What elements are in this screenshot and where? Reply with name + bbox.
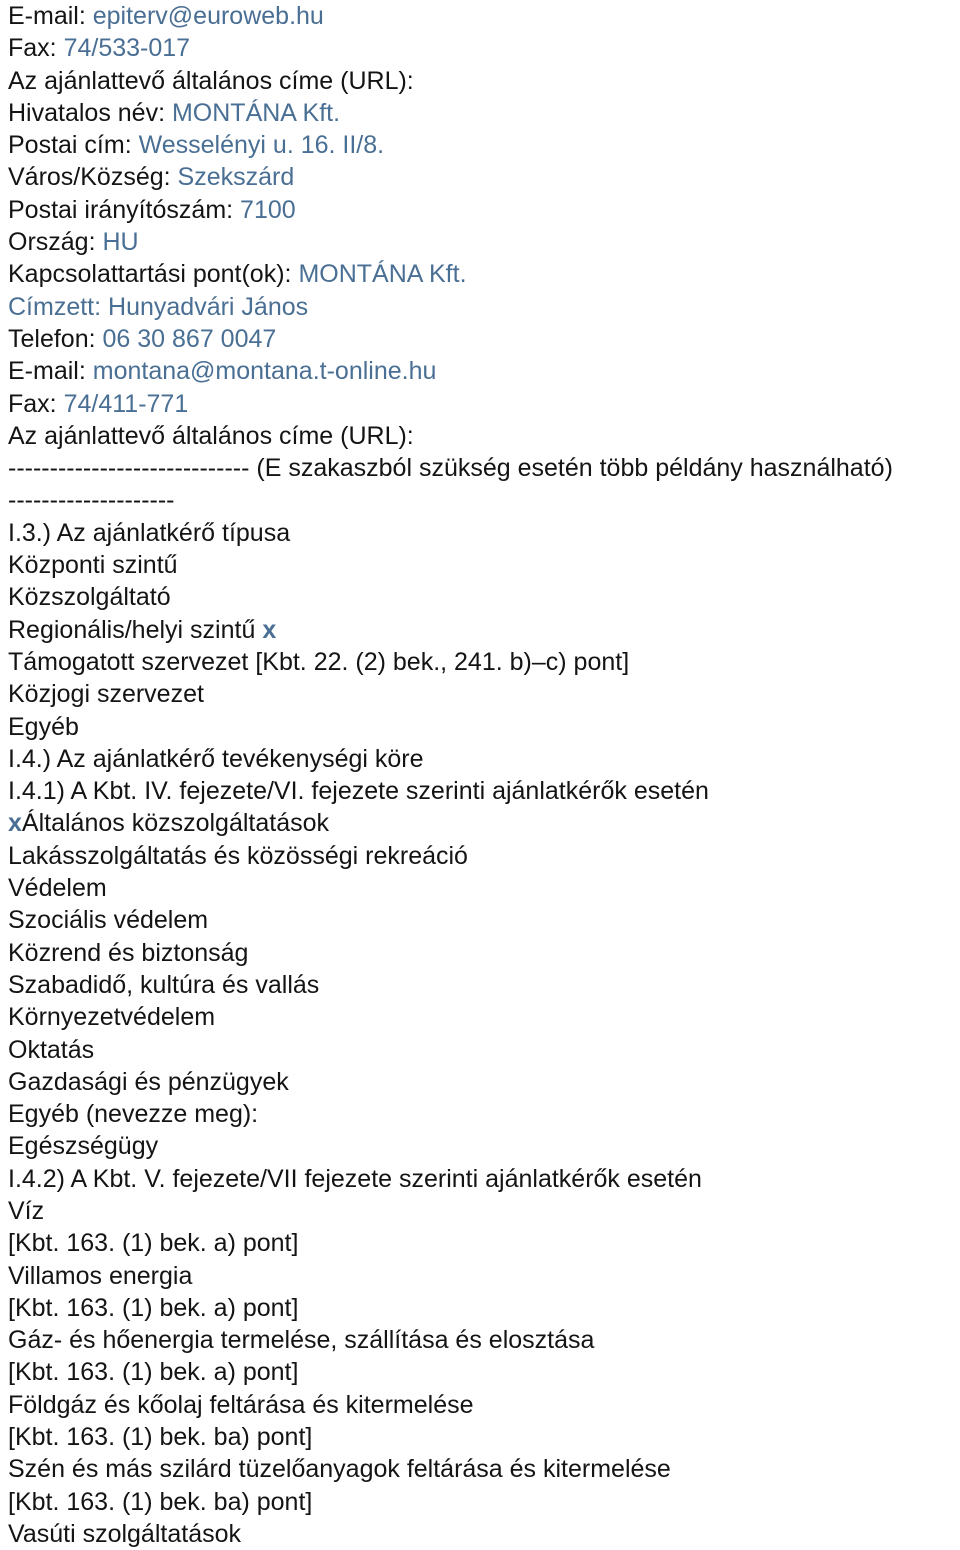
authority-type-item: Központi szintű: [8, 551, 178, 580]
official-name-label: Hivatalos név:: [8, 98, 166, 127]
utility-legal-ref: [Kbt. 163. (1) bek. a) pont]: [8, 1229, 299, 1258]
section-i4-heading: I.4.) Az ajánlatkérő tevékenységi köre: [8, 744, 424, 773]
contact-point-label: Kapcsolattartási pont(ok):: [8, 260, 292, 289]
activity-item: Egészségügy: [8, 1132, 159, 1161]
contact-point-value: MONTÁNA Kft.: [298, 260, 467, 289]
section-i41-heading: I.4.1) A Kbt. IV. fejezete/VI. fejezete szerinti ajánlatkérők esetén: [8, 777, 709, 806]
fax-line-2: [8, 388, 958, 420]
activity-item: Szociális védelem: [8, 906, 209, 935]
fax-line: [8, 32, 958, 64]
activity-item: Környezetvédelem: [8, 1003, 216, 1032]
contact-point-line: [8, 258, 958, 290]
fax-value: 74/533-017: [63, 34, 191, 63]
email-value-2: montana@montana.t-online.hu: [92, 357, 437, 386]
fax-label: Fax:: [8, 34, 57, 63]
activity-item: Gazdasági és pénzügyek: [8, 1067, 289, 1096]
official-name-line: [8, 97, 958, 129]
postal-address-line: [8, 129, 958, 161]
fax-value-2: 74/411-771: [63, 389, 189, 418]
postal-address-value: Wesselényi u. 16. II/8.: [138, 131, 385, 160]
email-value: epiterv@euroweb.hu: [92, 2, 324, 30]
authority-type-item: Támogatott szervezet [Kbt. 22. (2) bek., 241. b)–c) pont]: [8, 647, 630, 676]
authority-type-item: Egyéb: [8, 712, 79, 741]
utility-item: Földgáz és kőolaj feltárása és kitermelése: [8, 1390, 474, 1419]
addressee-value: Hunyadvári János: [108, 292, 309, 321]
separator-note: (E szakaszból szükség esetén több példány használható): [256, 454, 893, 483]
postal-address-label: Postai cím:: [8, 131, 132, 160]
utility-legal-ref: [Kbt. 163. (1) bek. ba) pont]: [8, 1423, 313, 1452]
selected-x-mark: x: [262, 615, 277, 644]
phone-label: Telefon:: [8, 324, 96, 353]
authority-type-label: Regionális/helyi szintű: [8, 615, 256, 644]
utility-item: Gáz- és hőenergia termelése, szállítása és elosztása: [8, 1326, 595, 1355]
activity-item: Lakásszolgáltatás és közösségi rekreáció: [8, 841, 468, 870]
email-label-2: E-mail:: [8, 357, 86, 386]
activity-item: Szabadidő, kultúra és vallás: [8, 970, 320, 999]
activity-item: Oktatás: [8, 1035, 95, 1064]
phone-line: [8, 323, 958, 355]
country-label: Ország:: [8, 228, 96, 257]
phone-value: 06 30 867 0047: [102, 324, 277, 353]
selected-x-mark: x: [8, 809, 22, 838]
activity-item: Közrend és biztonság: [8, 938, 249, 967]
city-value: Szekszárd: [177, 163, 295, 192]
fax-label-2: Fax:: [8, 389, 57, 418]
url-line-2: Az ajánlattevő általános címe (URL):: [8, 421, 414, 450]
utility-legal-ref: [Kbt. 163. (1) bek. a) pont]: [8, 1293, 299, 1322]
city-line: [8, 161, 958, 193]
utility-legal-ref: [Kbt. 163. (1) bek. ba) pont]: [8, 1487, 313, 1516]
separator-dashes: -----------------------------: [8, 454, 250, 483]
email-line-2: [8, 355, 958, 387]
activity-item-selected: [8, 807, 958, 839]
utility-item: Víz: [8, 1196, 45, 1225]
postcode-line: [8, 194, 958, 226]
utility-legal-ref: [Kbt. 163. (1) bek. a) pont]: [8, 1358, 299, 1387]
authority-type-item: Közjogi szervezet: [8, 680, 204, 709]
section-i3-heading: I.3.) Az ajánlatkérő típusa: [8, 518, 291, 547]
postcode-value: 7100: [240, 195, 296, 224]
separator-dashes-bottom: --------------------: [8, 486, 175, 515]
authority-type-item: Közszolgáltató: [8, 583, 171, 612]
authority-type-item-selected: [8, 614, 958, 646]
document-body: [8, 0, 958, 1550]
utility-item: Szén és más szilárd tüzelőanyagok feltárása és kitermelése: [8, 1455, 671, 1484]
activity-item: Egyéb (nevezze meg):: [8, 1100, 259, 1129]
separator-line: [8, 452, 958, 484]
country-line: [8, 226, 958, 258]
utility-item: Vasúti szolgáltatások: [8, 1519, 241, 1548]
activity-item: Védelem: [8, 874, 107, 903]
postcode-label: Postai irányítószám:: [8, 195, 234, 224]
addressee-label: Címzett:: [8, 292, 102, 321]
official-name-value: MONTÁNA Kft.: [171, 98, 341, 127]
utility-item: Villamos energia: [8, 1261, 193, 1290]
email-line: [8, 0, 958, 32]
section-i42-heading: I.4.2) A Kbt. V. fejezete/VII fejezete szerinti ajánlatkérők esetén: [8, 1164, 702, 1193]
addressee-line: [8, 291, 958, 323]
country-value: HU: [102, 228, 139, 257]
email-label: E-mail:: [8, 2, 86, 30]
url-line: Az ajánlattevő általános címe (URL):: [8, 66, 414, 95]
city-label: Város/Község:: [8, 163, 171, 192]
activity-label: Általános közszolgáltatások: [21, 809, 330, 838]
